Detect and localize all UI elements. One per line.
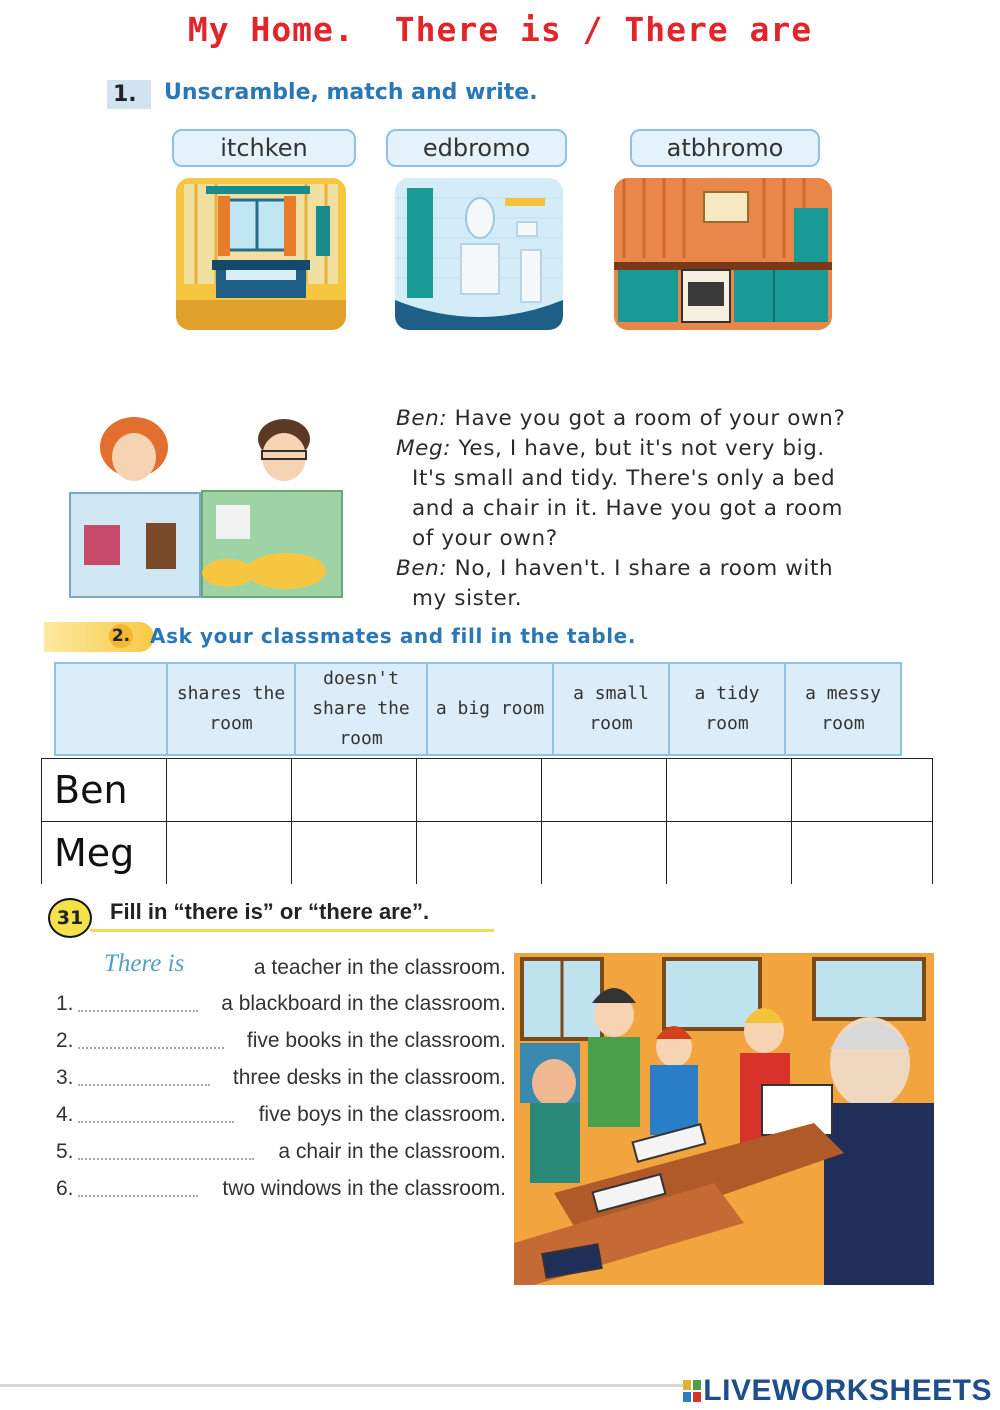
exercise-2-heading: Ask your classmates and fill in the table. bbox=[150, 624, 637, 648]
answer-blank[interactable] bbox=[78, 1010, 198, 1012]
item-number: 1. bbox=[56, 992, 74, 1015]
answer-blank[interactable] bbox=[78, 1121, 234, 1123]
dialog-line-2 bbox=[396, 434, 906, 464]
dialog-line-1 bbox=[396, 404, 906, 434]
list-item bbox=[56, 1103, 506, 1131]
bathroom-picture bbox=[395, 178, 563, 330]
exercise-1-heading: Unscramble, match and write. bbox=[164, 80, 538, 105]
dialog-line-2-text: Yes, I have, but it's not very big. bbox=[451, 436, 825, 461]
list-item bbox=[56, 992, 506, 1020]
item-text: five books in the classroom. bbox=[246, 1029, 506, 1052]
column-header: doesn't share the room bbox=[295, 663, 427, 755]
dialog-text bbox=[396, 404, 906, 614]
logo-icon bbox=[683, 1376, 701, 1398]
exercise-2-banner bbox=[44, 622, 154, 652]
title-part-1: My Home. bbox=[187, 10, 355, 49]
column-header: a small room bbox=[553, 663, 669, 755]
dialog-line-4: and a chair in it. Have you got a room bbox=[412, 496, 844, 521]
item-text: three desks in the classroom. bbox=[232, 1066, 506, 1089]
answer-cell[interactable] bbox=[667, 759, 792, 822]
answer-cell[interactable] bbox=[542, 759, 667, 822]
answer-blank[interactable] bbox=[78, 1195, 198, 1197]
scrambled-word-2: edbromo bbox=[386, 129, 567, 167]
column-header: shares the room bbox=[167, 663, 295, 755]
item-text: two windows in the classroom. bbox=[222, 1177, 506, 1200]
scrambled-word-1: itchken bbox=[172, 129, 356, 167]
list-item bbox=[56, 1177, 506, 1205]
column-header: a tidy room bbox=[669, 663, 785, 755]
heading-underline bbox=[90, 929, 494, 932]
dialog-line-7: my sister. bbox=[412, 586, 523, 611]
page-title bbox=[0, 10, 1000, 49]
item-text: five boys in the classroom. bbox=[258, 1103, 506, 1126]
column-header: a big room bbox=[427, 663, 553, 755]
liveworksheets-logo bbox=[683, 1374, 992, 1408]
dialog-line-1-text: Have you got a room of your own? bbox=[447, 406, 846, 431]
exercise-2-number: 2. bbox=[109, 624, 133, 648]
answer-cell[interactable] bbox=[792, 759, 933, 822]
list-item bbox=[56, 1140, 506, 1168]
answer-cell[interactable] bbox=[417, 822, 542, 885]
row-name: Meg bbox=[42, 822, 167, 885]
title-part-2: There is / There are bbox=[394, 10, 813, 49]
item-number: 3. bbox=[56, 1066, 74, 1089]
item-number: 4. bbox=[56, 1103, 74, 1126]
column-header: a messy room bbox=[785, 663, 901, 755]
item-text: a chair in the classroom. bbox=[278, 1140, 506, 1163]
bedroom-picture bbox=[176, 178, 346, 330]
answer-cell[interactable] bbox=[167, 822, 292, 885]
example-sentence-text: a teacher in the classroom. bbox=[253, 956, 506, 979]
answer-cell[interactable] bbox=[417, 759, 542, 822]
answer-cell[interactable] bbox=[542, 822, 667, 885]
dialog-line-3: It's small and tidy. There's only a bed bbox=[412, 466, 836, 491]
answer-cell[interactable] bbox=[792, 822, 933, 885]
table-row bbox=[42, 759, 933, 822]
list-item bbox=[56, 1066, 506, 1094]
row-name: Ben bbox=[42, 759, 167, 822]
speaker-meg: Meg: bbox=[396, 436, 452, 461]
kitchen-picture bbox=[614, 178, 832, 330]
footer-divider bbox=[0, 1384, 690, 1387]
answer-blank[interactable] bbox=[78, 1084, 210, 1086]
example-sentence bbox=[56, 956, 506, 984]
speaker-ben: Ben: bbox=[396, 406, 448, 431]
header-empty-cell bbox=[55, 663, 167, 755]
item-text: a blackboard in the classroom. bbox=[221, 992, 506, 1015]
answer-cell[interactable] bbox=[167, 759, 292, 822]
dialog-line-6-text: No, I haven't. I share a room with bbox=[447, 556, 834, 581]
survey-header-table bbox=[54, 662, 902, 756]
item-number: 2. bbox=[56, 1029, 74, 1052]
table-row bbox=[42, 822, 933, 885]
exercise-1-number: 1. bbox=[107, 80, 151, 109]
answer-blank[interactable] bbox=[78, 1158, 254, 1160]
dialog-illustration bbox=[56, 405, 356, 603]
survey-answer-table bbox=[41, 758, 933, 884]
dialog-line-5: of your own? bbox=[412, 526, 558, 551]
classroom-illustration bbox=[514, 953, 934, 1285]
example-answer: There is bbox=[104, 950, 185, 977]
answer-cell[interactable] bbox=[667, 822, 792, 885]
answer-cell[interactable] bbox=[292, 822, 417, 885]
list-item bbox=[56, 1029, 506, 1057]
scrambled-word-3: atbhromo bbox=[630, 129, 820, 167]
speaker-ben-2: Ben: bbox=[396, 556, 448, 581]
dialog-line-6 bbox=[396, 554, 906, 584]
item-number: 5. bbox=[56, 1140, 74, 1163]
item-number: 6. bbox=[56, 1177, 74, 1200]
exercise-3-number: 31 bbox=[48, 898, 92, 938]
exercise-3-heading: Fill in “there is” or “there are”. bbox=[110, 899, 430, 924]
answer-blank[interactable] bbox=[78, 1047, 224, 1049]
answer-cell[interactable] bbox=[292, 759, 417, 822]
logo-text: LIVEWORKSHEETS bbox=[703, 1374, 992, 1407]
